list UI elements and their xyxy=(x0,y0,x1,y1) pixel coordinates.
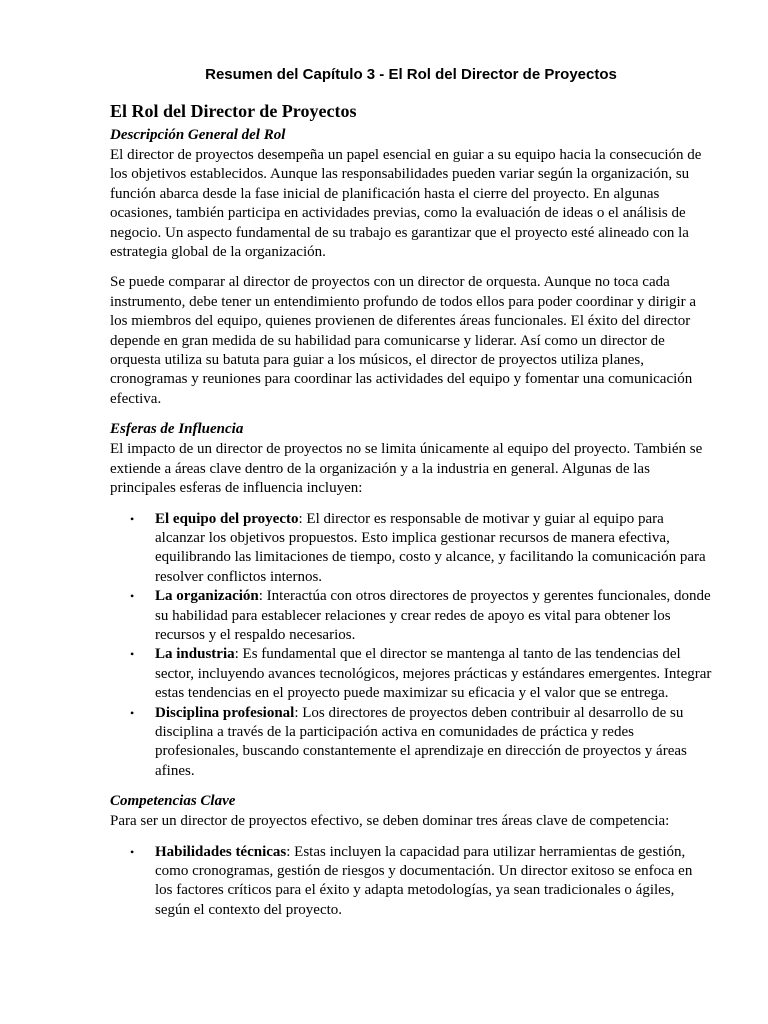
list-item-term: El equipo del proyecto xyxy=(155,510,299,527)
list-item xyxy=(110,843,712,921)
list-item-text: : Es fundamental que el director se mantenga al tanto de las tendencias del sector, incluyendo avances tecnológicos, mejores prácticas y estándares emergentes. Integrar estas tendencias en el proyecto puede maximizar su eficacia y el valor que se entrega. xyxy=(155,646,712,702)
section-heading-competencies: Competencias Clave xyxy=(110,793,236,810)
influence-list xyxy=(110,510,712,782)
list-item xyxy=(110,645,712,703)
list-item-text: : Los directores de proyectos deben contribuir al desarrollo de su disciplina a través de la participación activa en comunidades de práctica y redes profesionales, buscando constantemente el aprendizaje en dirección de proyectos y áreas afines. xyxy=(155,704,687,779)
competencies-intro: Para ser un director de proyectos efectivo, se deben dominar tres áreas clave de competencia: xyxy=(110,813,670,830)
document-body xyxy=(110,100,712,931)
list-item-text: : Interactúa con otros directores de proyectos y gerentes funcionales, donde su habilidad para establecer relaciones y crear redes de apoyo es vital para obtener los recursos y el respaldo necesarios. xyxy=(155,588,711,643)
overview-paragraph-1: El director de proyectos desempeña un papel esencial en guiar a su equipo hacia la consecución de los objetivos establecidos. Aunque las responsabilidades pueden variar según la organización, su función abarca desde la fase inicial de planificación hasta el cierre del proyecto. En algunas ocasiones, también participa en actividades previas, como la evaluación de ideas o el análisis de negocio. Un aspecto fundamental de su trabajo es garantizar que el proyecto esté alineado con la estrategia global de la organización. xyxy=(110,147,702,261)
section-heading-overview: Descripción General del Rol xyxy=(110,127,286,143)
bullet-icon: • xyxy=(130,589,135,604)
list-item xyxy=(110,587,712,645)
list-item-text: : Estas incluyen la capacidad para utilizar herramientas de gestión, como cronogramas, gestión de riesgos y documentación. Un director exitoso se enfoca en los factores críticos para el éxito y adapta metodologías, ya sean tradicionales o ágiles, según el contexto del proyecto. xyxy=(155,843,693,918)
list-item-term: La organización xyxy=(155,588,259,605)
section-heading-influence: Esferas de Influencia xyxy=(110,421,244,438)
bullet-icon: • xyxy=(130,844,135,859)
overview-paragraph-2: Se puede comparar al director de proyectos con un director de orquesta. Aunque no toca cada instrumento, debe tener un entendimiento profundo de todos ellos para poder coordinar y dirigir a los miembros del equipo, quienes provienen de diferentes áreas funcionales. El éxito del director depende en gran medida de su habilidad para comunicarse y liderar. Así como un director de orquesta utiliza su batuta para guiar a los músicos, el director de proyectos utiliza planes, cronogramas y reuniones para coordinar las actividades del equipo y fomentar una comunicación efectiva. xyxy=(110,274,697,407)
list-item xyxy=(110,704,712,782)
list-item-term: Habilidades técnicas xyxy=(155,843,287,860)
list-item xyxy=(110,510,712,588)
influence-intro: El impacto de un director de proyectos no se limita únicamente al equipo del proyecto. También se extiende a áreas clave dentro de la organización y a la industria en general. Algunas de las principales esferas de influencia incluyen: xyxy=(110,441,703,497)
main-heading: El Rol del Director de Proyectos xyxy=(110,101,357,121)
list-item-term: Disciplina profesional xyxy=(155,704,295,721)
competencies-list xyxy=(110,843,712,921)
list-item-term: La industria xyxy=(155,646,235,663)
bullet-icon: • xyxy=(130,511,135,526)
bullet-icon: • xyxy=(130,705,135,720)
document-title: Resumen del Capítulo 3 - El Rol del Director de Proyectos xyxy=(205,66,617,83)
bullet-icon: • xyxy=(130,647,135,662)
list-item-text: : El director es responsable de motivar y guiar al equipo para alcanzar los objetivos propuestos. Esto implica gestionar recursos de manera efectiva, equilibrando las limitaciones de tiempo, costo y alcance, y facilitando la comunicación para resolver conflictos internos. xyxy=(155,510,706,585)
